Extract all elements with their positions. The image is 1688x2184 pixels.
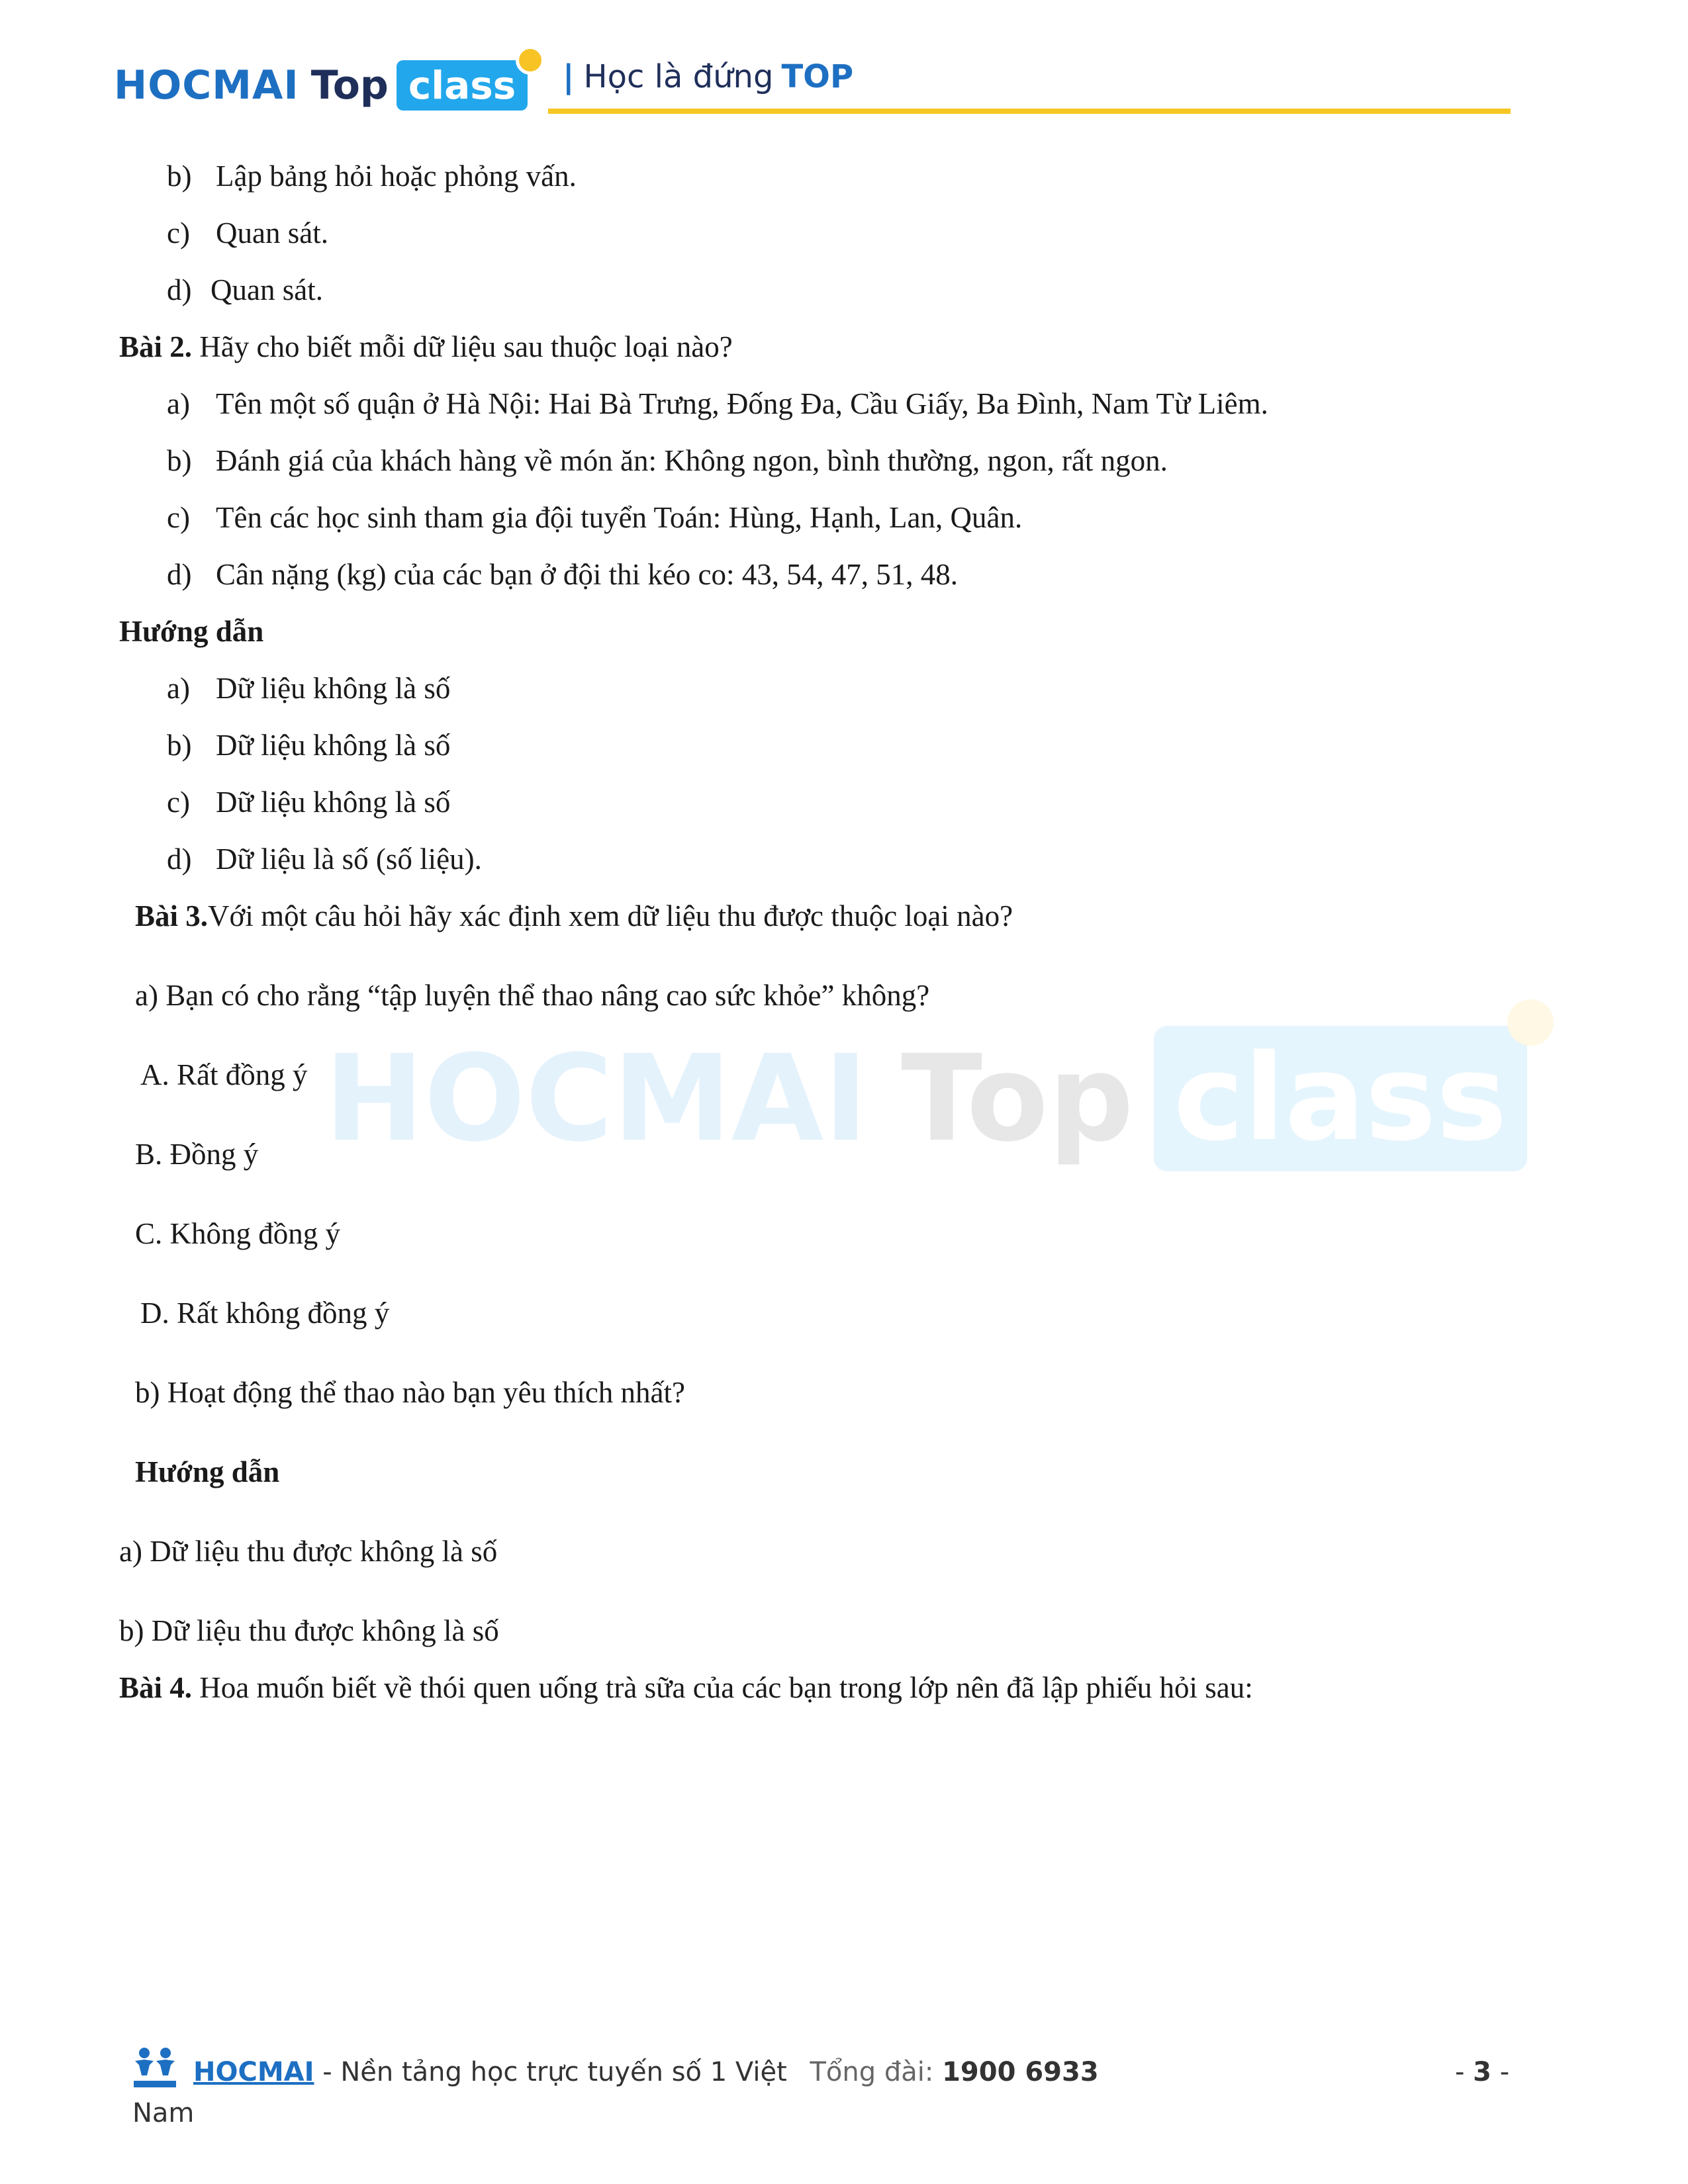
bai2-guide-title: Hướng dẫn [119, 615, 264, 648]
item-label: d) [167, 558, 192, 591]
item-label: a) [167, 387, 190, 420]
logo-hocmai-text: HOCMAI [114, 62, 299, 109]
item-label: d) [167, 273, 192, 306]
page-header [0, 0, 1688, 132]
page-number [1455, 2057, 1509, 2087]
item-text: Dữ liệu không là số [216, 672, 451, 705]
bai4-title: Bài 4. [119, 1671, 193, 1704]
tagline-top: TOP [781, 58, 854, 95]
footer-hotline: 1900 6933 [942, 2057, 1099, 2087]
item-label: c) [167, 786, 190, 819]
bai2-question-text: Hãy cho biết mỗi dữ liệu sau thuộc loại nào? [192, 330, 733, 363]
item-label: b) [167, 729, 192, 762]
tagline-text: Học là đứng [583, 58, 774, 95]
bai3-question-a: a) Bạn có cho rằng “tập luyện thể thao nâng cao sức khỏe” không? [135, 979, 930, 1012]
bai3-question [135, 897, 1013, 934]
watermark-class [1154, 1026, 1527, 1171]
item-label: b) [167, 444, 192, 477]
item-text: Dữ liệu không là số [216, 729, 451, 762]
bai3-guide-b: b) Dữ liệu thu được không là số [119, 1614, 499, 1647]
tagline-separator: | [563, 58, 575, 95]
bai3-option-d: D. Rất không đồng ý [140, 1297, 390, 1330]
logo-class-text: class [408, 63, 516, 108]
item-text: Đánh giá của khách hàng về món ăn: Không ngon, bình thường, ngon, rất ngon. [216, 444, 1168, 477]
bai2-item-a [167, 385, 1268, 422]
item-label: c) [167, 501, 190, 534]
logo-star-icon [516, 46, 545, 75]
item-label: d) [167, 842, 192, 876]
item-text: Lập bảng hỏi hoặc phỏng vấn. [216, 159, 577, 193]
footer-slogan-continued: Nam [132, 2098, 195, 2128]
page-prefix: - [1455, 2057, 1474, 2087]
bai2-item-d [167, 556, 958, 593]
bai3-option-b: B. Đồng ý [135, 1138, 259, 1171]
footer-slogan: - Nền tảng học trực tuyến số 1 Việt [314, 2057, 796, 2087]
footer-text [193, 2057, 1099, 2087]
item-label: c) [167, 216, 190, 250]
bai3-question-b: b) Hoạt động thể thao nào bạn yêu thích nhất? [135, 1376, 686, 1409]
logo-top-text: Top [310, 62, 389, 109]
bai3-question-text: Với một câu hỏi hãy xác định xem dữ liệu thu được thuộc loại nào? [208, 899, 1013, 933]
item-text: Tên các học sinh tham gia đội tuyển Toán: Hùng, Hạnh, Lan, Quân. [216, 501, 1023, 534]
watermark-logo [324, 1019, 1507, 1178]
watermark-top: Top [901, 1029, 1134, 1168]
bai3-option-c: C. Không đồng ý [135, 1217, 341, 1250]
bai2-item-b [167, 442, 1168, 479]
page-number-value: 3 [1473, 2057, 1491, 2087]
bai2-guide-b [167, 727, 450, 764]
bai4-question [119, 1669, 1253, 1706]
item-label: a) [167, 672, 190, 705]
bai1-item-d [167, 271, 323, 308]
bai2-guide-c [167, 784, 450, 821]
page-footer [0, 2025, 1688, 2184]
bai3-guide-a: a) Dữ liệu thu được không là số [119, 1535, 498, 1568]
bai2-guide-a [167, 670, 450, 707]
footer-brand-link[interactable]: HOCMAI [193, 2057, 314, 2087]
item-text: Tên một số quận ở Hà Nội: Hai Bà Trưng, Đống Đa, Cầu Giấy, Ba Đình, Nam Từ Liêm. [216, 387, 1268, 420]
bai1-item-c [167, 214, 328, 251]
watermark-class-text: class [1173, 1029, 1507, 1167]
page-suffix: - [1491, 2057, 1510, 2087]
item-text: Quan sát. [216, 216, 328, 250]
header-underline [548, 109, 1511, 114]
bai4-text: Hoa muốn biết về thói quen uống trà sữa của các bạn trong lớp nên đã lập phiếu hỏi sau: [192, 1671, 1253, 1704]
header-tagline [563, 58, 853, 95]
watermark-hocmai: HOCMAI [324, 1029, 868, 1168]
item-label: b) [167, 159, 192, 193]
bai2-item-c [167, 499, 1022, 536]
bai3-option-a: A. Rất đồng ý [140, 1058, 308, 1091]
watermark-star-icon [1507, 999, 1554, 1046]
bai3-guide-title: Hướng dẫn [135, 1455, 280, 1488]
logo-class-badge [397, 60, 528, 111]
hocmai-footer-logo-icon [131, 2045, 179, 2091]
bai1-item-b [167, 158, 577, 195]
item-text: Cân nặng (kg) của các bạn ở đội thi kéo co: 43, 54, 47, 51, 48. [216, 558, 959, 591]
footer-hotline-label: Tổng đài: [810, 2057, 943, 2087]
bai2-question [119, 328, 733, 365]
item-text: Dữ liệu không là số [216, 786, 451, 819]
bai2-title: Bài 2. [119, 330, 193, 363]
item-text: Dữ liệu là số (số liệu). [216, 842, 482, 876]
bai3-title: Bài 3. [135, 899, 209, 933]
bai2-guide-d [167, 841, 482, 878]
hocmai-topclass-logo [114, 56, 528, 115]
item-text: Quan sát. [211, 273, 323, 306]
